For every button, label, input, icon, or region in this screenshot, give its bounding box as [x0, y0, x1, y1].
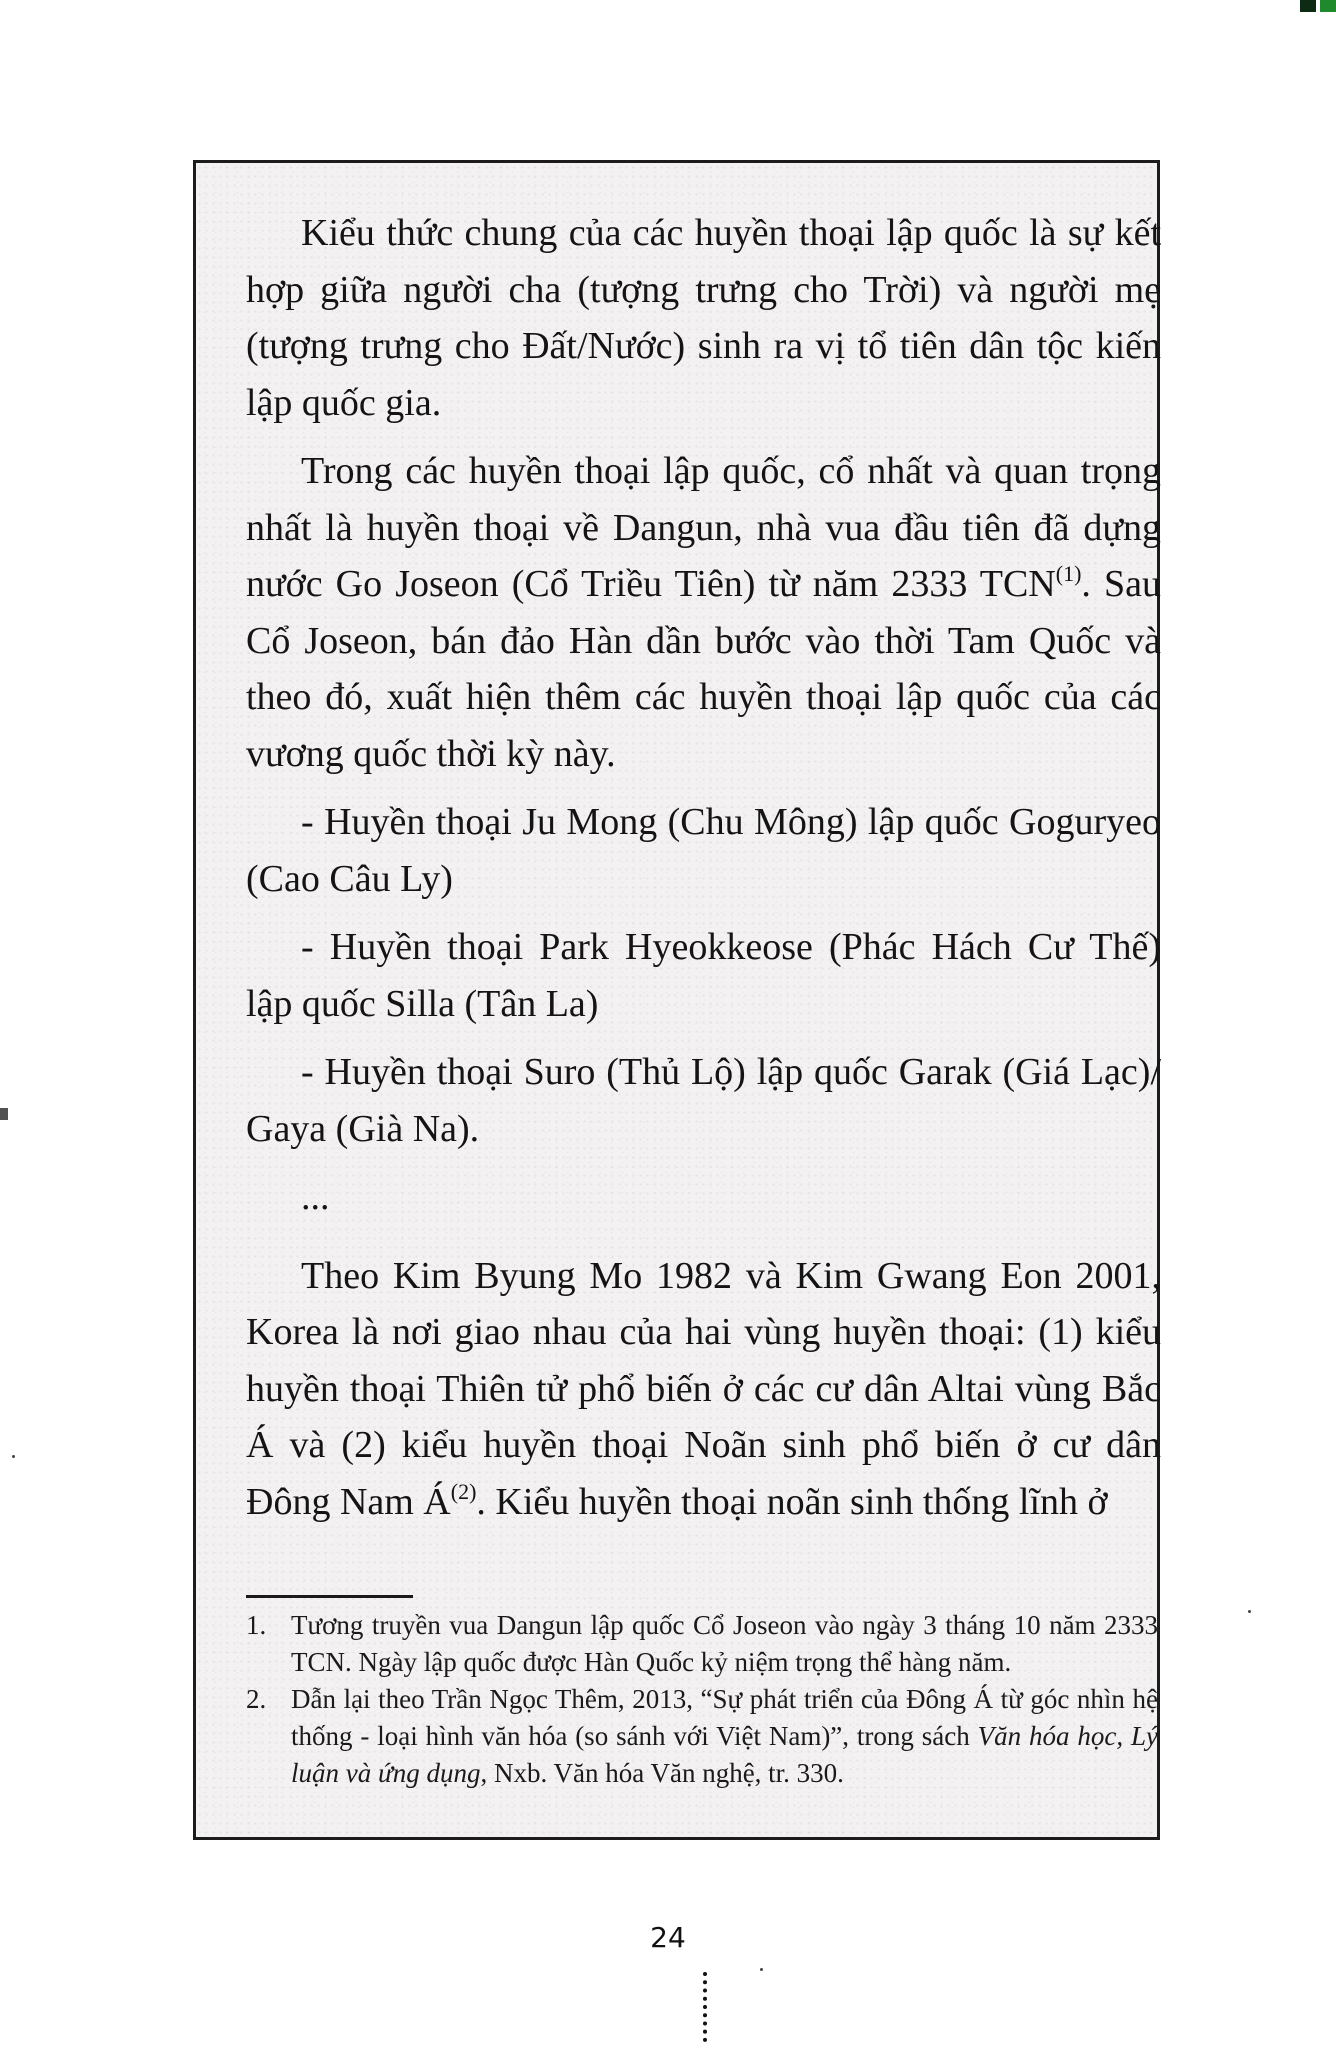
page-number: 24	[650, 1921, 686, 1954]
footnote-ref-2[interactable]: (2)	[450, 1478, 477, 1504]
paragraph-3-text: Theo Kim Byung Mo 1982 và Kim Gwang Eon 2001, Korea là nơi giao nhau của hai vùng huyền thoại: (1) kiểu huyền thoại Thiên tử phổ biến ở các cư dân Altai vùng Bắc Á và (2) kiểu huyền thoại Noãn sinh phổ biến ở cư dân Đông Nam Á	[246, 1254, 1161, 1523]
footnote-2-book-title: Văn hóa học, Lý luận và ứng dụng	[291, 1721, 1158, 1788]
paragraph-2	[246, 443, 1161, 782]
footnote-2-publisher: , Nxb. Văn hóa Văn nghệ, tr. 330.	[480, 1758, 844, 1788]
list-item-silla: - Huyền thoại Park Hyeokkeose (Phác Hách Cư Thế) lập quốc Silla (Tân La)	[246, 926, 1161, 1025]
corner-marker	[1296, 0, 1336, 14]
paragraph-3	[246, 1248, 1161, 1531]
dotted-leader	[703, 1972, 707, 2042]
text-frame	[193, 160, 1160, 1840]
paragraph-2-text: Trong các huyền thoại lập quốc, cổ nhất và quan trọng nhất là huyền thoại về Dangun, nhà vua đầu tiên đã dựng nước Go Joseon (Cổ Triều Tiên) từ năm 2333 TCN	[246, 450, 1161, 605]
footnotes	[246, 1607, 1158, 1792]
corner-mark-green	[1320, 0, 1336, 12]
footnote-1-number: 1.	[246, 1610, 267, 1640]
paragraph-3-continuation: . Kiểu huyền thoại noãn sinh thống lĩnh ở	[476, 1480, 1108, 1523]
footnote-2-number: 2.	[246, 1684, 267, 1714]
footnote-1	[246, 1607, 1158, 1681]
list-item-gaya: - Huyền thoại Suro (Thủ Lộ) lập quốc Garak (Giá Lạc)/ Gaya (Già Na).	[246, 1051, 1161, 1150]
footnote-2-citation: Dẫn lại theo Trần Ngọc Thêm, 2013, “Sự phát triển của Đông Á từ góc nhìn hệ thống - loại hình văn hóa (so sánh với Việt Nam)”, trong sách	[291, 1684, 1158, 1751]
scan-speck	[760, 1968, 763, 1971]
scan-speck	[12, 1455, 15, 1458]
paragraph-2-continuation: . Sau Cổ Joseon, bán đảo Hàn dần bước vào thời Tam Quốc và theo đó, xuất hiện thêm các huyền thoại lập quốc của các vương quốc thời kỳ này.	[246, 563, 1162, 775]
footnote-2-text	[291, 1681, 1158, 1792]
scan-edge-mark	[0, 1108, 8, 1120]
footnote-1-text: Tương truyền vua Dangun lập quốc Cổ Joseon vào ngày 3 tháng 10 năm 2333 TCN. Ngày lập quốc được Hàn Quốc kỷ niệm trọng thể hàng năm.	[291, 1610, 1158, 1677]
paragraph-1: Kiểu thức chung của các huyền thoại lập quốc là sự kết hợp giữa người cha (tượng trưng cho Trời) và người mẹ (tượng trưng cho Đất/Nước) sinh ra vị tổ tiên dân tộc kiến lập quốc gia.	[246, 212, 1161, 424]
footnote-ref-1[interactable]: (1)	[1055, 561, 1082, 586]
ellipsis: ...	[301, 1176, 330, 1218]
corner-mark-dark	[1300, 0, 1316, 12]
footnote-2	[246, 1681, 1158, 1792]
list-item-goguryeo: - Huyền thoại Ju Mong (Chu Mông) lập quốc Goguryeo (Cao Câu Ly)	[246, 801, 1161, 900]
footnote-divider	[246, 1595, 413, 1598]
body-text	[246, 205, 1161, 1542]
scan-speck	[1248, 1610, 1251, 1613]
